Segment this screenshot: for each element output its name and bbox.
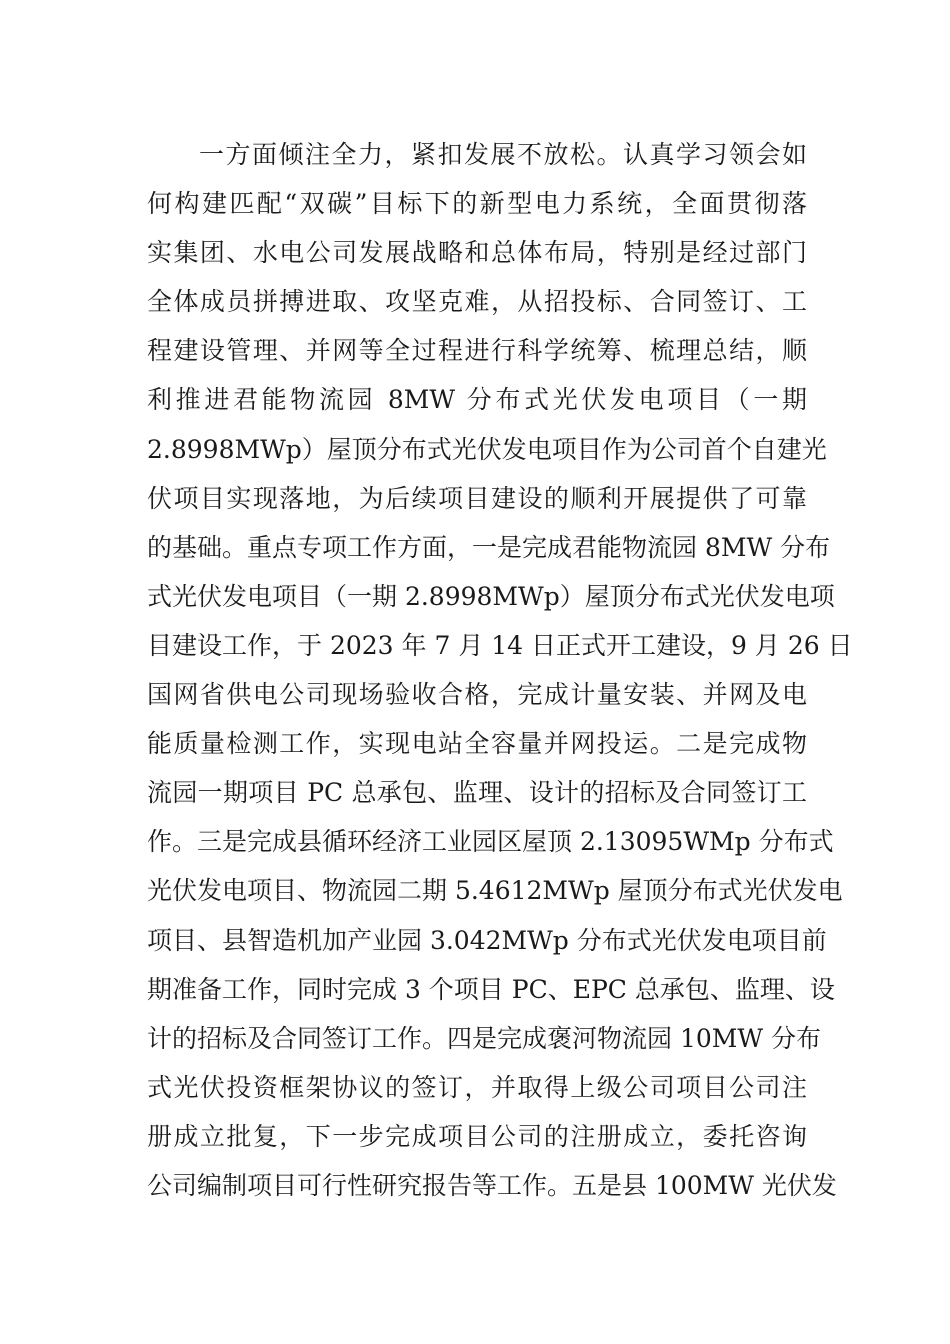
text-line-13: 能质量检测工作，实现电站全容量并网投运。二是完成物 [147,729,807,759]
text-line-18: 期准备工作，同时完成 3 个项目 PC、EPC 总承包、监理、设 [147,974,835,1004]
text-line-14: 流园一期项目 PC 总承包、监理、设计的招标及合同签订工 [147,778,807,808]
body-paragraph [147,130,853,1210]
text-line-22: 公司编制项目可行性研究报告等工作。五是县 100MW 光伏发 [147,1170,837,1200]
text-line-19: 计的招标及合同签订工作。四是完成褒河物流园 10MW 分布 [147,1023,822,1053]
text-line-21: 册成立批复，下一步完成项目公司的注册成立，委托咨询 [147,1121,807,1151]
text-line-11: 目建设工作，于 2023 年 7 月 14 日正式开工建设，9 月 26 日 [147,630,853,660]
text-line-20: 式光伏投资框架协议的签订，并取得上级公司项目公司注 [147,1072,807,1102]
text-line-3: 实集团、水电公司发展战略和总体布局，特别是经过部门 [147,238,807,268]
text-line-16: 光伏发电项目、物流园二期 5.4612MWp 屋顶分布式光伏发电 [147,876,843,906]
text-line-7: 2.8998MWp）屋顶分布式光伏发电项目作为公司首个自建光 [147,434,827,464]
text-line-17: 项目、县智造机加产业园 3.042MWp 分布式光伏发电项目前 [147,925,827,955]
text-line-12: 国网省供电公司现场验收合格，完成计量安装、并网及电 [147,680,807,710]
text-line-6: 利推进君能物流园 8MW 分布式光伏发电项目（一期 [147,385,807,415]
text-line-8: 伏项目实现落地，为后续项目建设的顺利开展提供了可靠 [147,483,807,513]
text-line-9: 的基础。重点专项工作方面，一是完成君能物流园 8MW 分布 [147,532,831,562]
text-line-4: 全体成员拼搏进取、攻坚克难，从招投标、合同签订、工 [147,287,807,317]
text-line-10: 式光伏发电项目（一期 2.8998MWp）屋顶分布式光伏发电项 [147,581,835,611]
text-line-1: 一方面倾注全力，紧扣发展不放松。认真学习领会如 [199,140,807,169]
text-line-2: 何构建匹配“双碳”目标下的新型电力系统，全面贯彻落 [147,189,807,219]
text-line-15: 作。三是完成县循环经济工业园区屋顶 2.13095WMp 分布式 [147,827,834,857]
text-line-5: 程建设管理、并网等全过程进行科学统筹、梳理总结，顺 [147,336,807,366]
